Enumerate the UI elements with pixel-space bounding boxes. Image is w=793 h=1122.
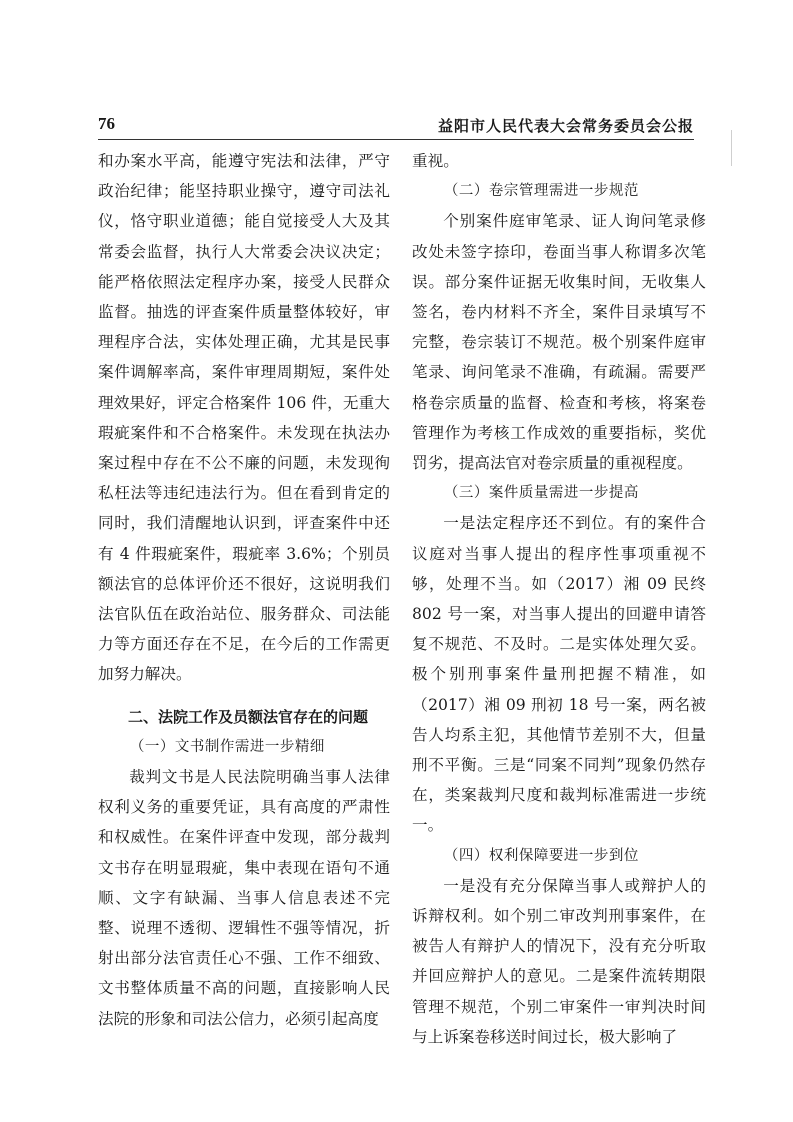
header-rule	[98, 139, 694, 140]
paragraph: 一是没有充分保障当事人或辩护人的诉辩权利。如个别二审改判刑事案件，在被告人有辩护人的情况下，没有充分听取并回应辩护人的意见。二是案件流转期限管理不规范，个别二审案件一审判决时间与上诉案卷移送时间过长，极大影响了	[412, 876, 706, 1046]
subsection-heading: （二）卷宗管理需进一步规范	[443, 183, 639, 200]
journal-title: 益阳市人民代表大会常务委员会公报	[437, 117, 694, 135]
page-number: 76	[98, 114, 115, 133]
subsection-heading: （四）权利保障要进一步到位	[443, 847, 639, 864]
running-header	[98, 112, 694, 138]
right-column	[412, 146, 706, 1052]
subsection-heading: （三）案件质量需进一步提高	[443, 485, 639, 502]
paragraph-continued: 和办案水平高，能遵守宪法和法律，严守政治纪律；能坚持职业操守，遵守司法礼仪，恪守职业道德；能自觉接受人大及其常委会监督，执行人大常委会决议决定；能严格依照法定程序办案，接受人民群众监督。抽选的评查案件质量整体较好，审理程序合法，实体处理正确，尤其是民事案件调解率高，案件审理周期短，案件处理效果好，评定合格案件 106 件，无重大瑕疵案件和不合格案件。未发现在执法办案过程中存在不公不廉的问题，未发现徇私枉法等违纪违法行为。但在看到肯定的同时，我们清醒地认识到，评查案件中还有 4 件瑕疵案件，瑕疵率 3.6%；个别员额法官的总体评价还不很好，这说明我们法官队伍在政治站位、服务群众、司法能力等方面还存在不足，在今后的工作需更加努力解决。	[98, 152, 390, 684]
paragraph: 裁判文书是人民法院明确当事人法律权利义务的重要凭证，具有高度的严肃性和权威性。在案件评查中发现，部分裁判文书存在明显瑕疵，集中表现在语句不通顺、文字有缺漏、当事人信息表述不完整、说理不透彻、逻辑性不强等情况，折射出部分法官责任心不强、工作不细致、文书整体质量不高的问题，直接影响人民法院的形象和司法公信力，必须引起高度	[98, 768, 390, 1028]
left-column	[98, 146, 390, 1034]
paragraph-continued: 重视。	[412, 152, 459, 170]
subsection-heading: （一）文书制作需进一步精细	[129, 738, 325, 755]
spacer	[98, 690, 390, 702]
margin-mark	[731, 130, 732, 166]
paragraph: 一是法定程序还不到位。有的案件合议庭对当事人提出的程序性事项重视不够，处理不当。如（2017）湘 09 民终 802 号一案，对当事人提出的回避申请答复不规范、不及时。二是实体处理欠妥。极个别刑事案件量刑把握不精准，如（2017）湘 09 刑初 18 号一案，两名被告人均系主犯，其他情节差别不大，但量刑不平衡。三是“同案不同判”现象仍然存在，类案裁判尺度和裁判标准需进一步统一。	[412, 514, 706, 835]
section-heading: 二、法院工作及员额法官存在的问题	[128, 707, 369, 726]
paragraph: 个别案件庭审笔录、证人询问笔录修改处未签字捺印，卷面当事人称谓多次笔误。部分案件证据无收集时间，无收集人签名，卷内材料不齐全，案件目录填写不完整，卷宗装订不规范。极个别案件庭审笔录、询问笔录不准确，有疏漏。需要严格卷宗质量的监督、检查和考核，将案卷管理作为考核工作成效的重要指标，奖优罚劣，提高法官对卷宗质量的重视程度。	[412, 212, 706, 473]
